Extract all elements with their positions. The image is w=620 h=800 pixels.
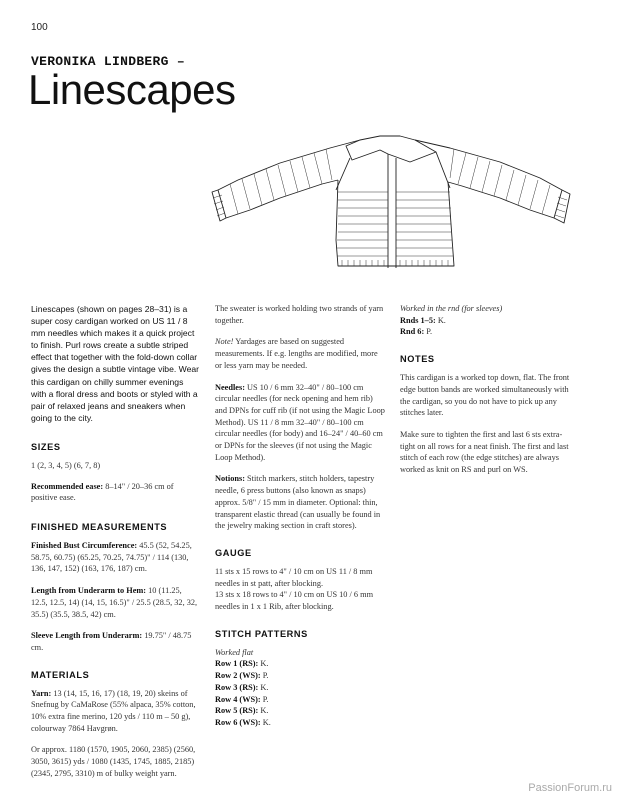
notes-paragraph-2: Make sure to tighten the first and last 6 sts extra-tight on all rows for a neat finish. The first and last stitch of each row (the edge stitches) are always worked as knit on RS and purl on WS. (400, 429, 569, 475)
holding-paragraph: The sweater is worked holding two strands of yarn together. (215, 304, 384, 325)
gauge-text-1: 11 sts x 15 rows to 4" / 10 cm on US 11 / 8 mm needles in st patt, after blocking. (215, 566, 373, 588)
notions-text: Stitch markers, stitch holders, tapestry needle, 6 press buttons (also known as snaps) approx. 5/8" / 15 mm in diameter. Optional: thin, transparent elastic thread (can usually be found in the jewelry making section in craft stores). (215, 474, 381, 531)
cardigan-sketch (210, 128, 580, 273)
ease-paragraph (31, 481, 199, 504)
front-band (388, 154, 396, 268)
row-item (215, 670, 385, 682)
ease-text: 8–14" / 20–36 cm of positive ease. (31, 481, 174, 503)
needles-label: Needles: (215, 382, 245, 392)
row-value: P. (262, 671, 269, 681)
sizes-heading: SIZES (31, 441, 61, 452)
worked-flat-label: Worked flat (215, 647, 254, 657)
row-value: K. (262, 717, 271, 727)
length-text: 10 (11.25, 12.5, 12.5, 14) (14, 15, 16.5)" / 25.5 (28.5, 32, 32, 35.5) (35.5, 38.5, 42) cm. (31, 586, 198, 619)
gauge-heading: GAUGE (215, 547, 252, 558)
row-label: Row 6 (WS): (215, 717, 261, 727)
rnd-value: K. (437, 315, 446, 325)
rnd-label: Rnds 1–5: (400, 315, 436, 325)
needles-text: US 10 / 6 mm 32–40" / 80–100 cm circular needles (for neck opening and hem rib) and DPNs for cuff rib (if not using the Magic Loop Method). US 11 / 8 mm 32–40" / 80–100 cm circular needles (for body) and 16–24" / 40–60 cm or DPNs for the sleeves (if not using the Magic Loop Method). (215, 382, 385, 462)
rnd-value: P. (426, 327, 433, 337)
row-value: K. (260, 682, 269, 692)
row-item (215, 682, 385, 694)
column-middle (215, 303, 385, 729)
designer-name: VERONIKA LINDBERG – (31, 54, 185, 69)
row-label: Row 3 (RS): (215, 682, 259, 692)
ease-label: Recommended ease: (31, 481, 104, 491)
row-value: K. (260, 706, 269, 716)
note-text: Yardages are based on suggested measurements. If e.g. lengths are modified, more or less yarn may be needed. (215, 337, 378, 370)
length-label: Length from Underarm to Hem: (31, 586, 147, 596)
approx-paragraph: Or approx. 1180 (1570, 1905, 2060, 2385) (2560, 3050, 3615) yds / 1080 (1435, 1745, 1885, 2185) (2345, 2795, 3310) m of bulky weight yarn. (31, 745, 196, 778)
column-left (31, 303, 199, 780)
row-list (215, 658, 385, 728)
row-label: Row 2 (WS): (215, 671, 261, 681)
bust-label: Finished Bust Circumference: (31, 541, 138, 551)
column-right (400, 303, 570, 476)
notes-heading: NOTES (400, 354, 435, 365)
yarn-paragraph (31, 688, 199, 735)
left-sleeve (218, 140, 360, 218)
yarn-text: 13 (14, 15, 16, 17) (18, 19, 20) skeins of Snefnug by CaMaRose (55% alpaca, 35% cotton, 10% extra fine merino, 120 yds / 110 m – 50 g), colourway 7864 Havgrøn. (31, 688, 196, 733)
stitch-patterns-heading: STITCH PATTERNS (215, 628, 308, 639)
right-cuff (554, 190, 570, 223)
gauge-text-2: 13 sts x 18 rows to 4" / 10 cm on US 10 / 6 mm needles in 1 x 1 Rib, after blocking. (215, 590, 374, 612)
body-outline (336, 180, 454, 266)
length-paragraph (31, 585, 199, 620)
row-item (215, 717, 385, 729)
stripe-lines (213, 149, 567, 266)
bust-paragraph (31, 540, 199, 575)
needles-paragraph (215, 382, 385, 464)
sleeve-paragraph (31, 630, 199, 653)
watermark: PassionForum.ru (528, 782, 612, 794)
finished-heading: FINISHED MEASUREMENTS (31, 522, 168, 533)
row-item (215, 658, 385, 670)
intro-paragraph: Linescapes (shown on pages 28–31) is a super cosy cardigan worked on US 11 / 8 mm needles which makes it a quick project to finish. Purl rows create a subtle striped effect that together with the fold-down collar gives the design a subtle vintage vibe. Wear this cardigan on chilly summer evenings with a floral dress and boots or styled with a pair of relaxed jeans and sneakers when going to the city. (31, 304, 199, 423)
pattern-title: Linescapes (28, 66, 236, 113)
row-value: P. (262, 694, 269, 704)
rnd-item (400, 315, 570, 327)
worked-rnd-label: Worked in the rnd (for sleeves) (400, 304, 503, 313)
notes-paragraph-1: This cardigan is a worked top down, flat. The front edge button bands are worked simultaneously with the cardigan, so you do not have to pick up any stitches later. (400, 373, 570, 418)
collar (346, 136, 436, 162)
notions-paragraph (215, 473, 385, 532)
materials-heading: MATERIALS (31, 669, 90, 680)
row-value: K. (260, 659, 269, 669)
row-label: Row 1 (RS): (215, 659, 259, 669)
row-item (215, 694, 385, 706)
bust-text: 45.5 (52, 54.25, 58.75, 60.75) (65.25, 70.25, 74.75)" / 114 (130, 136, 147, 152) (163, 176, 187) cm. (31, 541, 192, 574)
notions-label: Notions: (215, 474, 245, 484)
note-label: Note! (215, 337, 234, 347)
right-sleeve (415, 140, 562, 218)
rnd-label: Rnd 6: (400, 327, 425, 337)
row-label: Row 5 (RS): (215, 706, 259, 716)
row-item (215, 705, 385, 717)
note-paragraph (215, 336, 385, 371)
row-label: Row 4 (WS): (215, 694, 261, 704)
sizes-text: 1 (2, 3, 4, 5) (6, 7, 8) (31, 460, 101, 470)
page-number: 100 (31, 22, 48, 33)
sleeve-label: Sleeve Length from Underarm: (31, 631, 143, 641)
rnd-item (400, 326, 570, 338)
sleeve-text: 19.75" / 48.75 cm. (31, 631, 192, 652)
yarn-label: Yarn: (31, 688, 52, 698)
